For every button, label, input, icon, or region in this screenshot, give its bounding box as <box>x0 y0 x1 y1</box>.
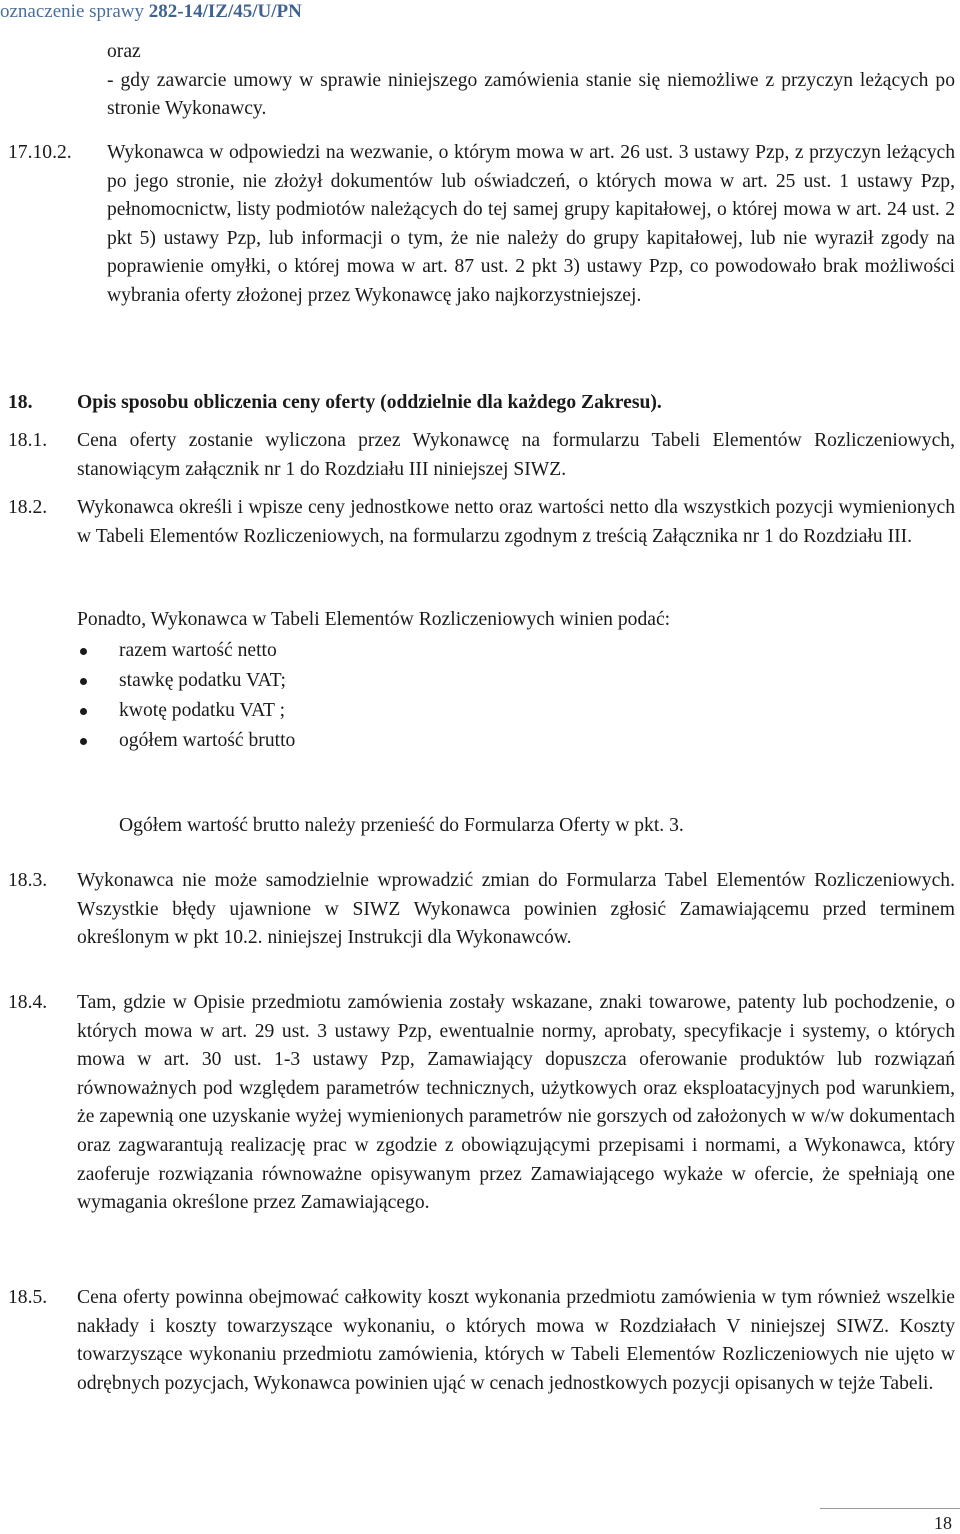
section-18-2-lead: Ponadto, Wykonawca w Tabeli Elementów Rozliczeniowych winien podać: <box>77 609 671 630</box>
section-18-2 <box>0 494 960 551</box>
section-text: Tam, gdzie w Opisie przedmiotu zamówienia zostały wskazane, znaki towarowe, patenty lub pochodzenie, o których mowa w art. 29 ust. 3 ustawy Pzp, ewentualnie normy, aprobaty, specyfikacje i systemy, o których mowa w art. 30 ust. 1-3 ustawy Pzp, Zamawiający dopuszcza oferowanie produktów lub rozwiązań równoważnych pod względem parametrów technicznych, użytkowych oraz eksploatacyjnych pod warunkiem, że zapewnią one uzyskanie wyżej wymienionych parametrów nie gorszych od założonych w w/w dokumentach oraz zagwarantują realizację prac w zgodzie z obowiązującymi przepisami i normami, a Wykonawca, który zaoferuje rozwiązania równoważne opisywanym przez Zamawiającego wykaże w ofercie, że spełniają one wymagania określone przez Zamawiającego. <box>77 992 955 1214</box>
section-number: 18.3. <box>8 870 48 891</box>
section-text: Wykonawca w odpowiedzi na wezwanie, o którym mowa w art. 26 ust. 3 ustawy Pzp, z przyczyn leżących po jego stronie, nie złożył dokumentów lub oświadczeń, o których mowa w art. 25 ust. 1 ustawy Pzp, pełnomocnictw, listy podmiotów należących do tej samej grupy kapitałowej, o której mowa w art. 24 ust. 2 pkt 5) ustawy Pzp, lub informacji o tym, że nie należy do grupy kapitałowej, lub nie wyraził zgody na poprawienie omyłki, o której mowa w art. 87 ust. 2 pkt 3) ustawy Pzp, co powodowało brak możliwości wybrania oferty złożonej przez Wykonawcę jako najkorzystniejszej. <box>107 142 955 306</box>
bullet-text: ogółem wartość brutto <box>119 730 296 751</box>
section-number: 18.5. <box>8 1287 48 1308</box>
section-text: Wykonawca określi i wpisze ceny jednostkowe netto oraz wartości netto dla wszystkich pozycji wymienionych w Tabeli Elementów Rozliczeniowych, na formularzu zgodnym z treścią Załącznika nr 1 do Rozdziału III. <box>77 497 955 547</box>
section-18-3 <box>0 867 960 953</box>
bullet-icon <box>80 648 87 655</box>
section-number: 18.4. <box>8 992 48 1013</box>
document-header <box>0 0 302 24</box>
section-text: Wykonawca nie może samodzielnie wprowadzić zmian do Formularza Tabel Elementów Rozliczeniowych. Wszystkie błędy ujawnione w SIWZ Wykonawca powinien zgłosić Zamawiającemu przed terminem określonym w pkt 10.2. niniejszej Instrukcji dla Wykonawców. <box>77 870 955 949</box>
section-18-1 <box>0 427 960 484</box>
intro-oraz: oraz <box>107 41 141 62</box>
section-title: Opis sposobu obliczenia ceny oferty (oddzielnie dla każdego Zakresu). <box>77 392 662 413</box>
bullet-icon <box>80 738 87 745</box>
section-number: 18.2. <box>8 497 48 518</box>
section-number: 18. <box>8 392 33 413</box>
section-text: Cena oferty powinna obejmować całkowity koszt wykonania przedmiotu zamówienia w tym również wszelkie nakłady i koszty towarzyszące wykonaniu, o których mowa w Rozdziałach V niniejszej SIWZ. Koszty towarzyszące wykonaniu przedmiotu zamówienia, których w Tabeli Elementów Rozliczeniowych nie ujęto w odrębnych pozycjach, Wykonawca powinien ująć w cenach jednostkowych pozycji opisanych w tejże Tabeli. <box>77 1287 955 1394</box>
footer-divider <box>820 1508 960 1509</box>
bullet-icon <box>80 708 87 715</box>
intro-block <box>107 38 955 124</box>
bullet-text: stawkę podatku VAT; <box>119 670 286 691</box>
section-18-2-note: Ogółem wartość brutto należy przenieść do Formularza Oferty w pkt. 3. <box>119 815 684 836</box>
bullet-text: kwotę podatku VAT ; <box>119 700 286 721</box>
bullet-text: razem wartość netto <box>119 640 277 661</box>
section-number: 17.10.2. <box>8 142 72 163</box>
section-number: 18.1. <box>8 430 48 451</box>
section-18-4 <box>0 989 960 1218</box>
case-number: 282-14/IZ/45/U/PN <box>148 1 302 22</box>
page-number: 18 <box>934 1513 952 1533</box>
section-17-10-2 <box>0 139 960 311</box>
section-text: Cena oferty zostanie wyliczona przez Wykonawcę na formularzu Tabeli Elementów Rozliczeniowych, stanowiącym załącznik nr 1 do Rozdziału III niniejszej SIWZ. <box>77 430 955 480</box>
header-prefix: oznaczenie sprawy <box>0 1 149 22</box>
bullet-icon <box>80 678 87 685</box>
section-18-5 <box>0 1284 960 1398</box>
intro-dash-item: - gdy zawarcie umowy w sprawie niniejszego zamówienia stanie się niemożliwe z przyczyn leżących po stronie Wykonawcy. <box>107 69 955 120</box>
